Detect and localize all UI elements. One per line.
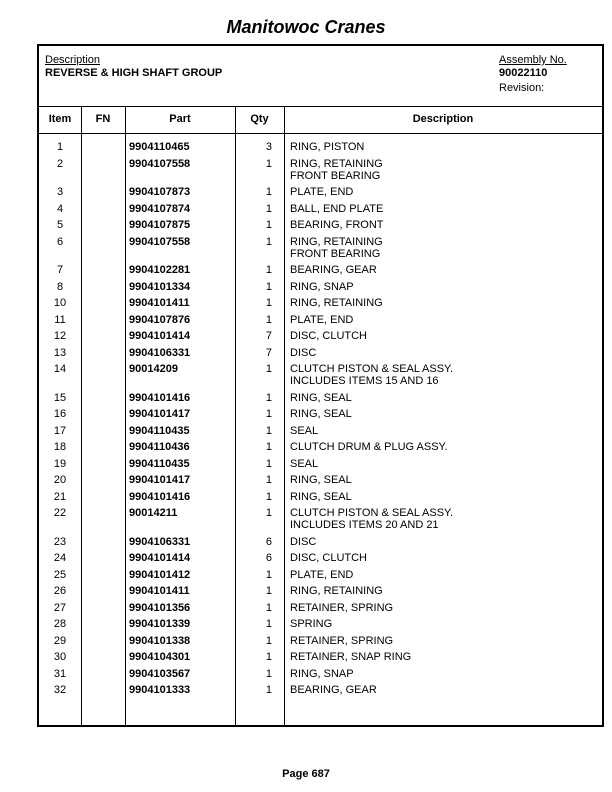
quantity-cell: 1 <box>265 684 272 696</box>
item-cell: 19 <box>53 457 67 470</box>
part-number-cell: 9904107558 <box>129 235 191 248</box>
part-number-cell: 9904107876 <box>129 313 191 326</box>
table-row <box>39 347 602 364</box>
item-cell: 13 <box>53 346 67 359</box>
quantity-cell: 1 <box>265 297 272 309</box>
column-header-qty: Qty <box>250 113 269 125</box>
item-cell: 22 <box>53 507 67 519</box>
quantity-cell: 3 <box>265 141 272 153</box>
part-number-cell: 9904104301 <box>129 651 191 663</box>
description-cell: RING, PISTON <box>290 141 365 153</box>
description-cell: SEAL <box>290 424 319 437</box>
description-value: REVERSE & HIGH SHAFT GROUP <box>45 67 223 79</box>
part-number-cell: 9904107873 <box>129 186 191 198</box>
assembly-number-value: 90022110 <box>499 67 548 79</box>
parts-list <box>39 141 602 701</box>
description-label: Description <box>45 54 101 66</box>
column-header-row <box>39 106 602 134</box>
table-row <box>39 186 602 203</box>
description-cell: CLUTCH DRUM & PLUG ASSY. <box>290 441 448 453</box>
part-number-cell: 9904110465 <box>129 141 190 153</box>
table-row <box>39 281 602 298</box>
item-cell: 4 <box>56 202 64 215</box>
table-row <box>39 491 602 508</box>
table-row <box>39 441 602 458</box>
column-header-fn: FN <box>95 113 111 125</box>
quantity-cell: 7 <box>265 330 272 342</box>
table-row <box>39 363 602 392</box>
item-cell: 11 <box>54 313 66 326</box>
quantity-cell: 1 <box>265 186 272 198</box>
part-number-cell: 9904101417 <box>129 408 191 420</box>
description-cell: BEARING, FRONT <box>290 219 384 231</box>
quantity-cell: 6 <box>265 535 272 548</box>
quantity-cell: 1 <box>265 634 272 647</box>
description-cell: PLATE, END <box>290 568 354 581</box>
item-cell: 16 <box>53 408 67 420</box>
item-cell: 29 <box>53 634 67 647</box>
item-cell: 24 <box>53 552 67 564</box>
description-cell: PLATE, END <box>290 313 354 326</box>
table-row <box>39 507 602 536</box>
table-row <box>39 314 602 331</box>
quantity-cell: 1 <box>265 391 272 404</box>
table-row <box>39 602 602 619</box>
item-cell: 10 <box>53 297 67 309</box>
quantity-cell: 1 <box>265 667 272 680</box>
part-number-cell: 9904101411 <box>129 297 190 309</box>
description-cell: RING, SNAP <box>290 280 354 293</box>
table-row <box>39 458 602 475</box>
item-cell: 32 <box>53 684 67 696</box>
item-cell: 28 <box>53 618 67 630</box>
part-number-cell: 90014211 <box>129 507 178 519</box>
item-cell: 8 <box>56 280 64 293</box>
description-cell: RING, SNAP <box>290 667 354 680</box>
table-row <box>39 236 602 265</box>
part-number-cell: 9904103567 <box>129 667 191 680</box>
quantity-cell: 1 <box>265 313 272 326</box>
part-number-cell: 9904101334 <box>129 280 191 293</box>
description-cell: RING, SEAL <box>290 474 352 486</box>
part-number-cell: 9904107874 <box>129 202 191 215</box>
item-cell: 26 <box>53 585 67 597</box>
quantity-cell: 1 <box>265 280 272 293</box>
description-cell: SEAL <box>290 457 319 470</box>
description-cell: PLATE, END <box>290 186 354 198</box>
quantity-cell: 1 <box>265 157 272 170</box>
description-cell: BEARING, GEAR <box>290 264 377 276</box>
assembly-header <box>39 46 602 107</box>
quantity-cell: 1 <box>265 441 272 453</box>
quantity-cell: 1 <box>265 568 272 581</box>
table-row <box>39 552 602 569</box>
table-row <box>39 408 602 425</box>
quantity-cell: 1 <box>265 408 272 420</box>
quantity-cell: 7 <box>265 346 272 359</box>
table-row <box>39 668 602 685</box>
description-cell: RING, RETAINING <box>290 297 383 309</box>
part-number-cell: 9904101416 <box>129 391 191 404</box>
table-row <box>39 425 602 442</box>
part-number-cell: 9904101414 <box>129 552 191 564</box>
table-row <box>39 585 602 602</box>
quantity-cell: 1 <box>265 424 272 437</box>
quantity-cell: 1 <box>265 490 272 503</box>
item-cell: 27 <box>53 601 67 614</box>
part-number-cell: 9904110435 <box>129 457 190 470</box>
part-number-cell: 9904102281 <box>129 264 191 276</box>
part-number-cell: 9904110435 <box>129 424 190 437</box>
part-number-cell: 9904107875 <box>129 219 191 231</box>
quantity-cell: 1 <box>265 474 272 486</box>
description-cell: DISC <box>290 346 317 359</box>
part-number-cell: 9904101338 <box>129 634 191 647</box>
description-cell: BEARING, GEAR <box>290 684 377 696</box>
item-cell: 23 <box>53 535 67 548</box>
description-cell: DISC, CLUTCH <box>290 552 368 564</box>
description-cell: RETAINER, SNAP RING <box>290 651 412 663</box>
item-cell: 14 <box>53 363 67 375</box>
table-row <box>39 158 602 187</box>
item-cell: 21 <box>53 490 67 503</box>
item-cell: 15 <box>53 391 67 404</box>
page-number: Page 687 <box>282 768 330 780</box>
item-cell: 3 <box>56 186 64 198</box>
quantity-cell: 1 <box>265 219 272 231</box>
part-number-cell: 9904106331 <box>129 535 191 548</box>
item-cell: 31 <box>53 667 67 680</box>
item-cell: 2 <box>56 157 64 170</box>
quantity-cell: 1 <box>265 585 272 597</box>
column-header-description: Description <box>412 113 474 125</box>
part-number-cell: 9904110436 <box>129 441 190 453</box>
description-cell: RING, RETAINING FRONT BEARING <box>290 157 383 182</box>
item-cell: 17 <box>53 424 67 437</box>
table-row <box>39 536 602 553</box>
quantity-cell: 1 <box>265 507 272 519</box>
part-number-cell: 9904101411 <box>129 585 190 597</box>
part-number-cell: 9904101412 <box>129 568 191 581</box>
description-cell: RETAINER, SPRING <box>290 601 394 614</box>
table-row <box>39 219 602 236</box>
part-number-cell: 9904101339 <box>129 618 191 630</box>
description-cell: RING, SEAL <box>290 391 352 404</box>
table-row <box>39 651 602 668</box>
column-header-part: Part <box>169 113 191 125</box>
description-cell: RING, SEAL <box>290 408 352 420</box>
part-number-cell: 90014209 <box>129 363 178 375</box>
table-row <box>39 141 602 158</box>
table-row <box>39 618 602 635</box>
part-number-cell: 9904101356 <box>129 601 191 614</box>
revision-label: Revision: <box>499 82 545 94</box>
quantity-cell: 1 <box>265 235 272 248</box>
item-cell: 1 <box>56 141 64 153</box>
table-row <box>39 569 602 586</box>
part-number-cell: 9904101333 <box>129 684 191 696</box>
quantity-cell: 1 <box>265 651 272 663</box>
quantity-cell: 1 <box>265 457 272 470</box>
part-number-cell: 9904101414 <box>129 330 191 342</box>
item-cell: 12 <box>53 330 67 342</box>
table-row <box>39 264 602 281</box>
item-cell: 25 <box>53 568 67 581</box>
quantity-cell: 1 <box>265 363 272 375</box>
item-cell: 20 <box>53 474 67 486</box>
item-cell: 18 <box>53 441 67 453</box>
parts-table-frame <box>37 44 604 727</box>
description-cell: RING, RETAINING <box>290 585 383 597</box>
table-row <box>39 474 602 491</box>
table-row <box>39 635 602 652</box>
quantity-cell: 6 <box>265 552 272 564</box>
table-row <box>39 297 602 314</box>
assembly-number-label: Assembly No. <box>499 54 567 66</box>
table-row <box>39 330 602 347</box>
item-cell: 7 <box>56 264 64 276</box>
quantity-cell: 1 <box>265 601 272 614</box>
description-cell: CLUTCH PISTON & SEAL ASSY. INCLUDES ITEMS 15 AND 16 <box>290 363 454 387</box>
part-number-cell: 9904101416 <box>129 490 191 503</box>
part-number-cell: 9904107558 <box>129 157 191 170</box>
description-cell: CLUTCH PISTON & SEAL ASSY. INCLUDES ITEMS 20 AND 21 <box>290 507 454 531</box>
item-cell: 6 <box>56 235 64 248</box>
description-cell: BALL, END PLATE <box>290 202 384 215</box>
table-row <box>39 203 602 220</box>
table-row <box>39 392 602 409</box>
description-cell: DISC, CLUTCH <box>290 330 368 342</box>
description-cell: RING, SEAL <box>290 490 352 503</box>
quantity-cell: 1 <box>265 264 272 276</box>
item-cell: 5 <box>56 219 64 231</box>
part-number-cell: 9904106331 <box>129 346 191 359</box>
table-row <box>39 684 602 701</box>
description-cell: RETAINER, SPRING <box>290 634 394 647</box>
description-cell: SPRING <box>290 618 333 630</box>
description-cell: RING, RETAINING FRONT BEARING <box>290 235 383 260</box>
page-title: Manitowoc Cranes <box>226 17 386 37</box>
quantity-cell: 1 <box>265 202 272 215</box>
column-header-item: Item <box>48 113 72 125</box>
part-number-cell: 9904101417 <box>129 474 191 486</box>
quantity-cell: 1 <box>265 618 272 630</box>
item-cell: 30 <box>53 651 67 663</box>
description-cell: DISC <box>290 535 317 548</box>
